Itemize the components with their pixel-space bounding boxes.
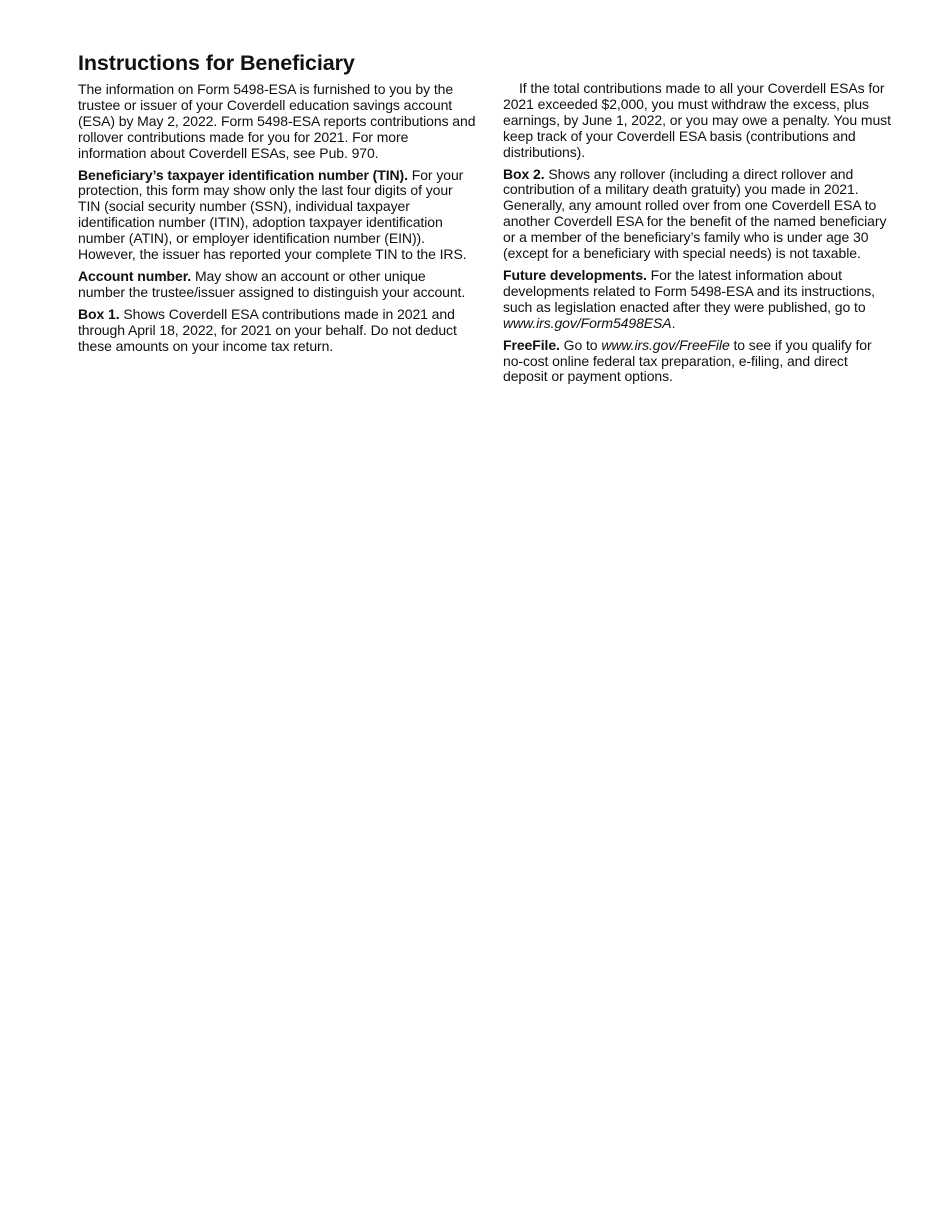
freefile-paragraph	[503, 338, 895, 386]
right-column	[503, 81, 895, 391]
box1-text: Shows Coverdell ESA contributions made in 2021 and through April 18, 2022, for 2021 on your behalf. Do not deduct these amounts on your income tax return.	[78, 305, 457, 354]
page-title: Instructions for Beneficiary	[78, 51, 355, 75]
left-column	[78, 82, 476, 361]
box2-paragraph	[503, 167, 895, 262]
account-number-paragraph	[78, 269, 476, 301]
freefile-link[interactable]: www.irs.gov/FreeFile	[601, 336, 730, 353]
future-developments-paragraph	[503, 268, 895, 332]
box2-text: Shows any rollover (including a direct rollover and contribution of a military death gratuity) you made in 2021. Generally, any amount rolled over from one Coverdell ESA to another Coverdell ESA for the benefit of the named beneficiary or a member of the beneficiary’s family who is under age 30 (except for a beneficiary with special needs) is not taxable.	[503, 165, 887, 262]
future-developments-text: For the latest information about developments related to Form 5498-ESA and its instructions, such as legislation enacted after they were published, go to	[503, 266, 875, 315]
tin-heading: Beneficiary’s taxpayer identification number (TIN).	[78, 166, 408, 183]
box2-heading: Box 2.	[503, 165, 545, 182]
account-number-heading: Account number.	[78, 267, 192, 284]
future-developments-end: .	[671, 314, 676, 331]
freefile-text-after: to see if you qualify for no-cost online federal tax preparation, e-filing, and direct deposit or payment options.	[503, 336, 872, 385]
box1-paragraph	[78, 307, 476, 355]
future-developments-heading: Future developments.	[503, 266, 647, 283]
tin-paragraph	[78, 168, 476, 263]
freefile-heading: FreeFile.	[503, 336, 560, 353]
account-number-text: May show an account or other unique number the trustee/issuer assigned to distinguish your account.	[78, 267, 466, 300]
box1-heading: Box 1.	[78, 305, 120, 322]
tin-text: For your protection, this form may show only the last four digits of your TIN (social security number (SSN), individual taxpayer identification number (ITIN), adoption taxpayer identification number (ATIN), or employer identification number (EIN)). However, the issuer has reported your complete TIN to the IRS.	[78, 166, 467, 263]
freefile-text-before: Go to	[559, 336, 602, 353]
intro-paragraph: The information on Form 5498-ESA is furnished to you by the trustee or issuer of your Coverdell education savings account (ESA) by May 2, 2022. Form 5498-ESA reports contributions and rollover contributions made for you for 2021. For more information about Coverdell ESAs, see Pub. 970.	[78, 81, 476, 161]
excess-contributions-paragraph: If the total contributions made to all your Coverdell ESAs for 2021 exceeded $2,000, you must withdraw the excess, plus earnings, by June 1, 2022, or you may owe a penalty. You must keep track of your Coverdell ESA basis (contributions and distributions).	[503, 80, 891, 160]
form5498esa-link[interactable]: www.irs.gov/Form5498ESA	[503, 314, 672, 331]
